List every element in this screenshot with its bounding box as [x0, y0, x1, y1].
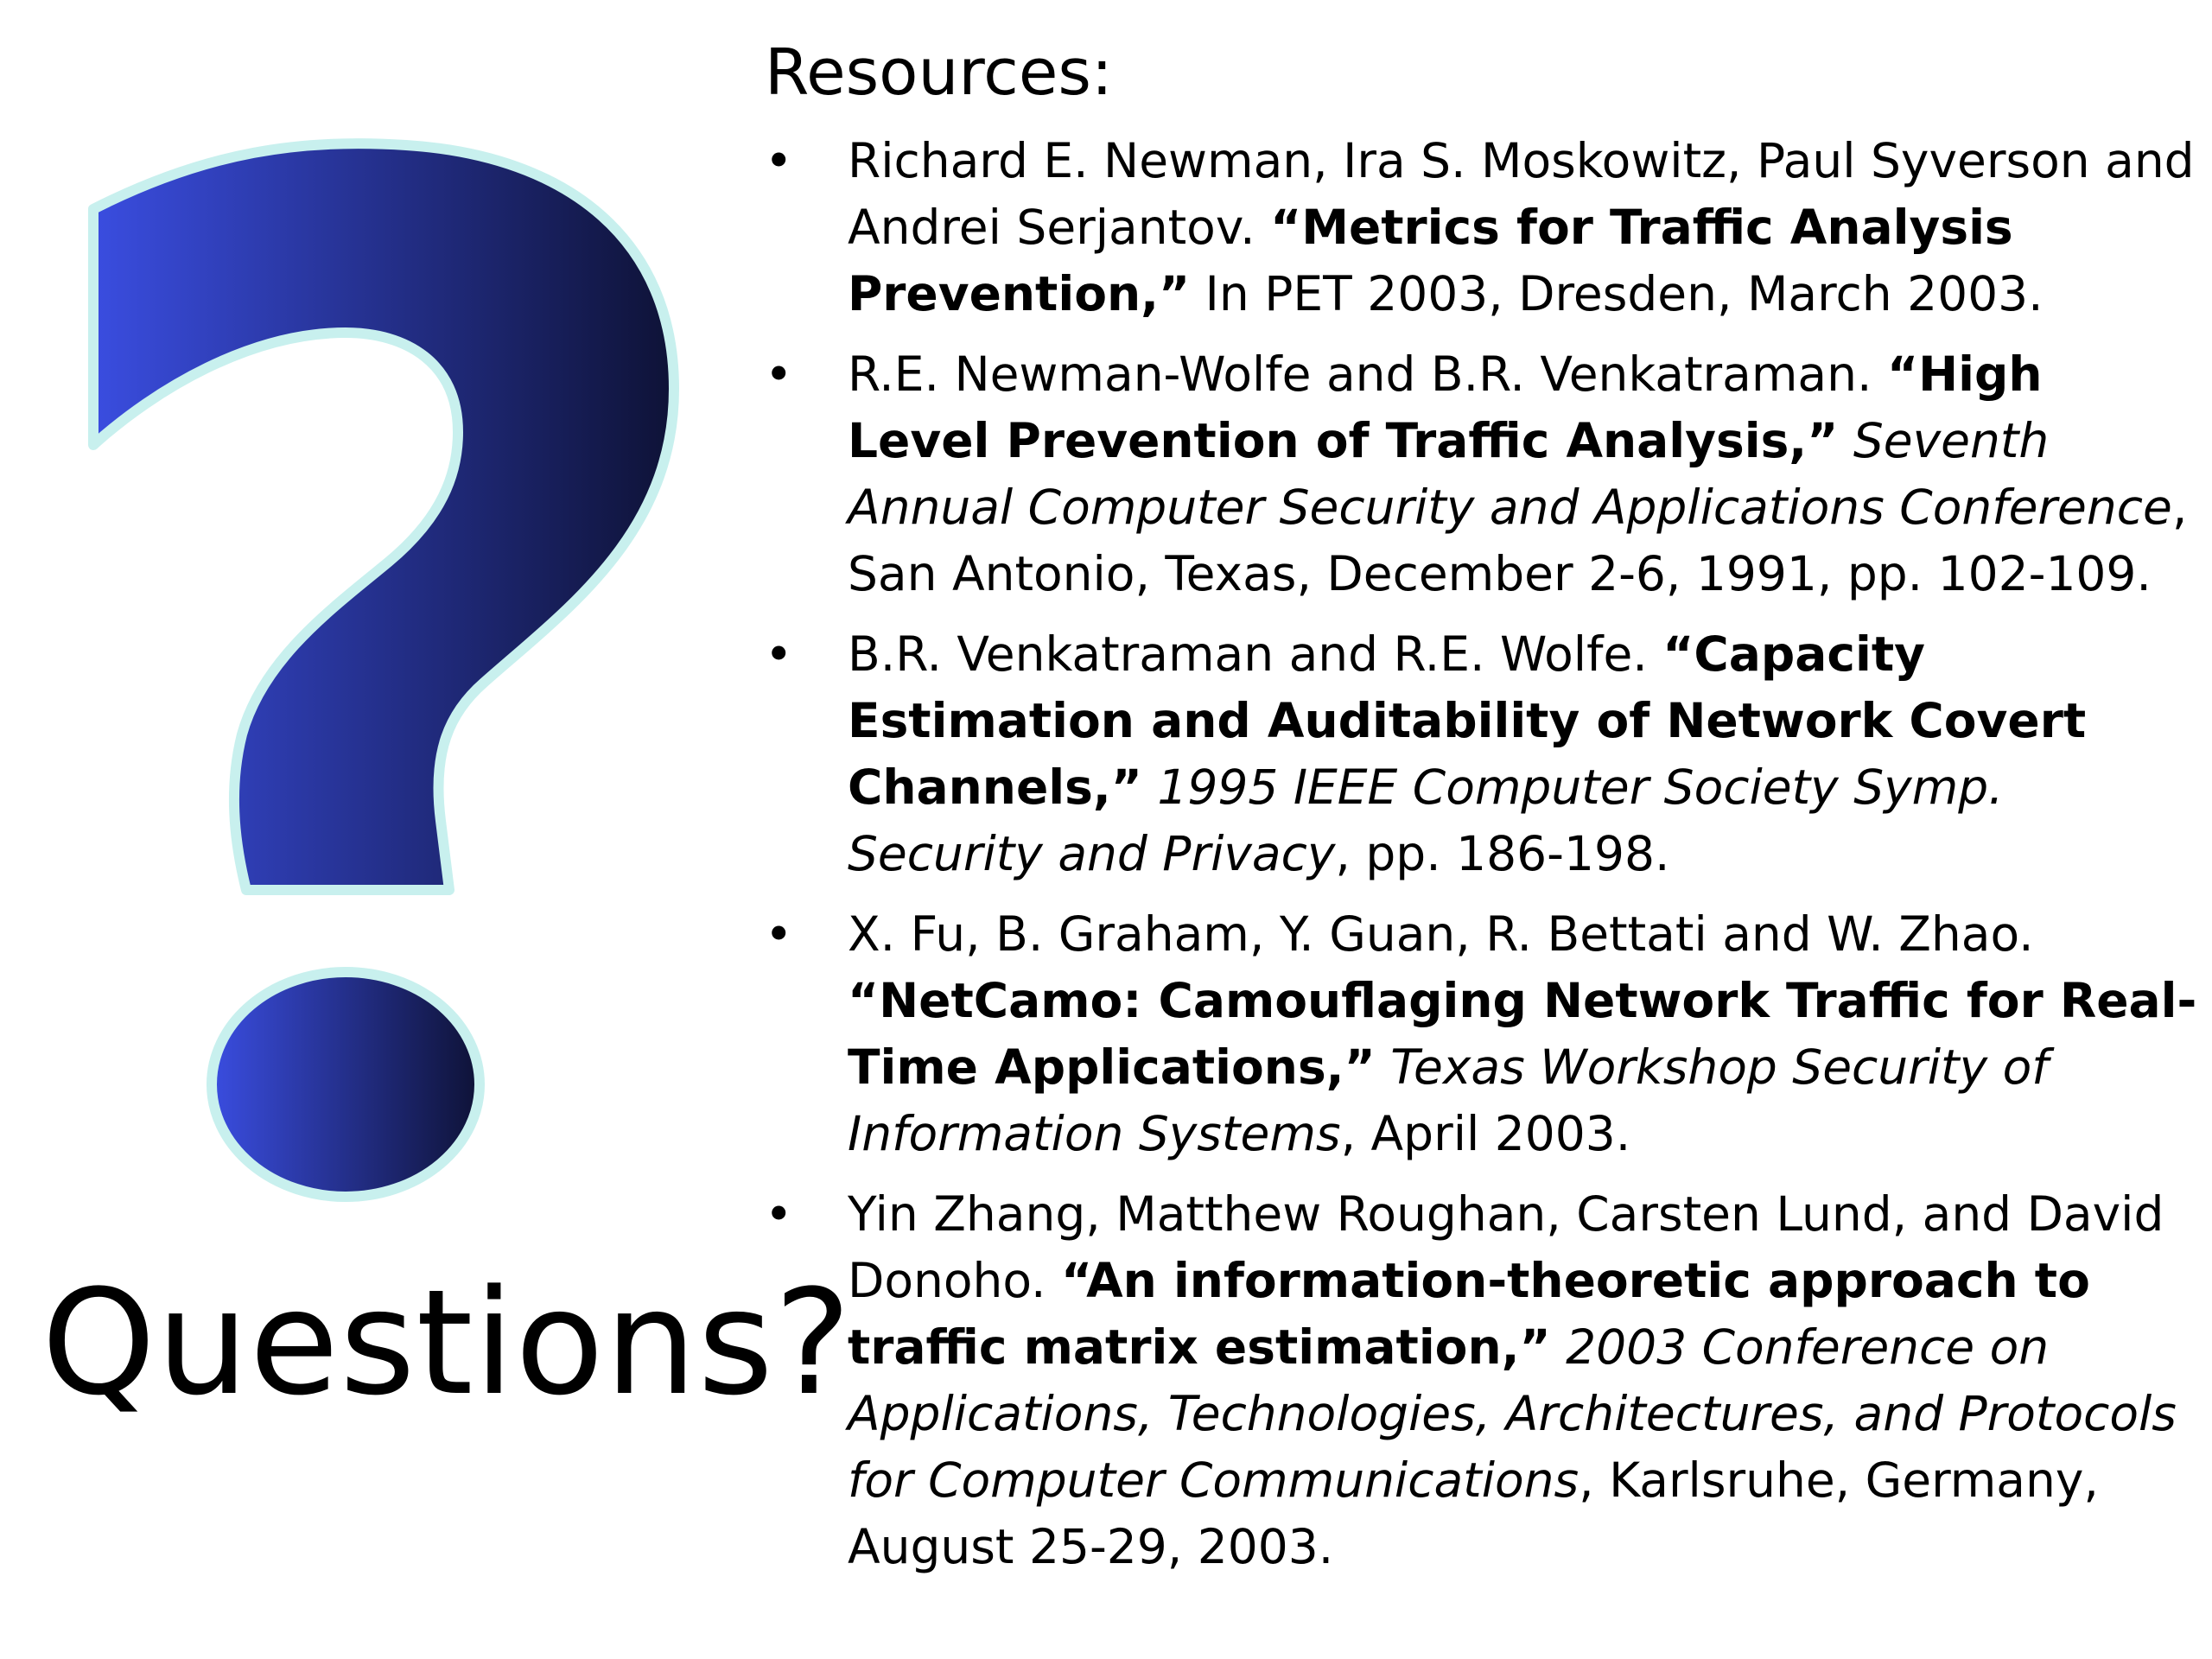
reference-authors: B.R. Venkatraman and R.E. Wolfe. [848, 626, 1648, 682]
reference-authors: Richard E. Newman, Ira S. Moskowitz, Paul Syverson and Andrei Serjantov. [848, 133, 2195, 255]
bullet: • [765, 626, 793, 682]
reference-item [765, 341, 2199, 607]
reference-authors: R.E. Newman-Wolfe and B.R. Venkatraman. [848, 346, 1872, 402]
reference-list [765, 128, 2199, 1594]
reference-title: “High Level Prevention of Traffic Analysis,” [848, 346, 2043, 468]
questions-label: Questions? [41, 1258, 853, 1427]
reference-details: , April 2003. [1340, 1106, 1631, 1161]
reference-details: , Karlsruhe, Germany, August 25-29, 2003. [848, 1452, 2099, 1574]
bullet: • [765, 133, 793, 188]
reference-title: “NetCamo: Camouflaging Network Traffic for Real-Time Applications,” [848, 973, 2197, 1095]
reference-title: “Metrics for Traffic Analysis Prevention,” [848, 200, 2013, 321]
reference-item [765, 621, 2199, 887]
bullet: • [765, 346, 793, 402]
question-mark-icon [78, 130, 700, 1218]
reference-venue: Texas Workshop Security of Information Systems [848, 1039, 2049, 1161]
bullet: • [765, 1186, 793, 1242]
question-mark-dot [212, 972, 480, 1197]
reference-item [765, 1181, 2199, 1580]
reference-title: “Capacity Estimation and Auditability of Network Covert Channels,” [848, 626, 2087, 815]
reference-authors: Yin Zhang, Matthew Roughan, Carsten Lund, and David Donoho. [848, 1186, 2164, 1308]
reference-title: “An information-theoretic approach to traffic matrix estimation,” [848, 1253, 2090, 1375]
bullet: • [765, 906, 793, 962]
reference-details: In PET 2003, Dresden, March 2003. [1205, 266, 2044, 321]
reference-item [765, 128, 2199, 327]
reference-details: , pp. 186-198. [1335, 826, 1670, 881]
reference-details: , San Antonio, Texas, December 2-6, 1991, pp. 102-109. [848, 480, 2188, 601]
reference-venue: 2003 Conference on Applications, Technologies, Architectures, and Protocols for Computer Communications [848, 1319, 2177, 1508]
question-mark-hook [93, 143, 674, 890]
resources-title: Resources: [765, 35, 1113, 110]
reference-venue: Seventh Annual Computer Security and Applications Conference [848, 413, 2172, 535]
reference-item [765, 901, 2199, 1167]
reference-venue: 1995 IEEE Computer Society Symp. Security and Privacy [848, 760, 2004, 881]
reference-authors: X. Fu, B. Graham, Y. Guan, R. Bettati and W. Zhao. [848, 906, 2034, 962]
